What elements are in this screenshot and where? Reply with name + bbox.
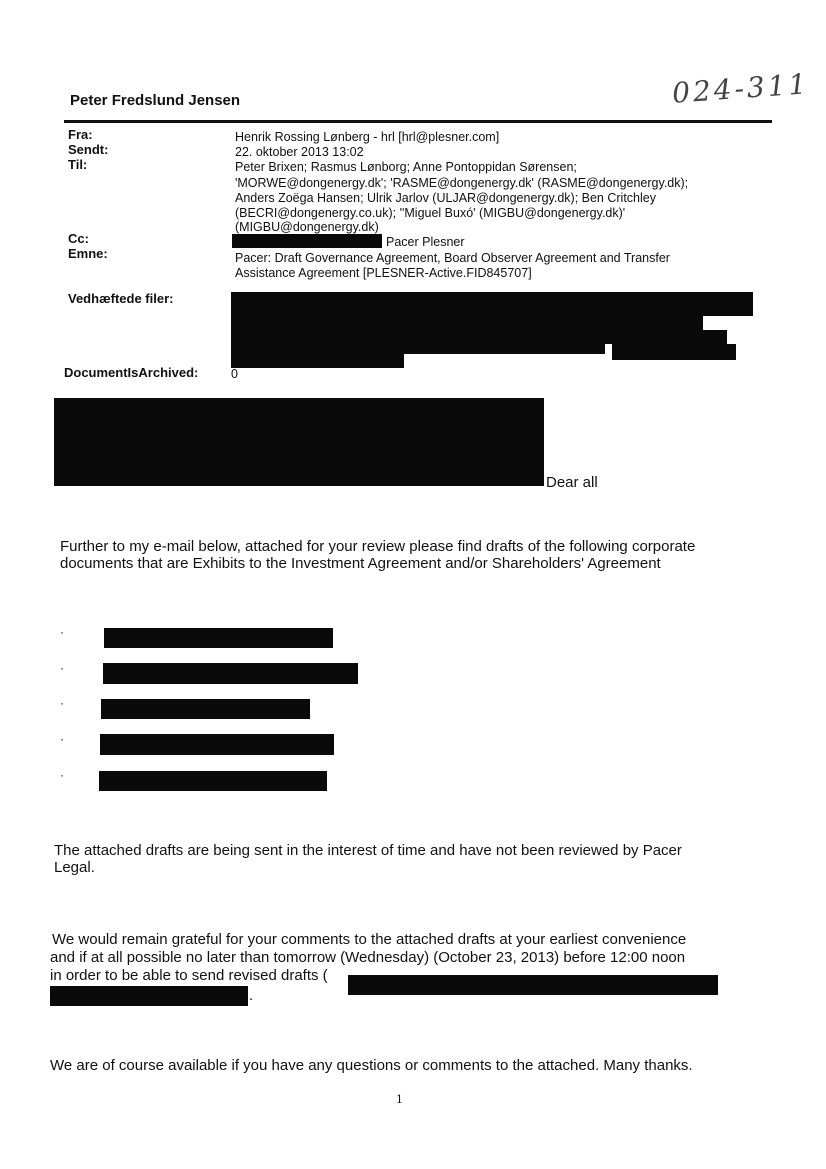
para2-line-1: The attached drafts are being sent in the interest of time and have not been reviewed by Pacer — [54, 842, 682, 859]
attachments-redaction — [231, 316, 703, 330]
bullet-marker: · — [60, 732, 64, 746]
para2-line-2: Legal. — [54, 859, 95, 876]
mailbox-owner-name: Peter Fredslund Jensen — [70, 92, 241, 109]
bullet-item-redaction — [103, 663, 358, 684]
para1-line-2: documents that are Exhibits to the Investment Agreement and/or Shareholders' Agreement — [60, 555, 661, 572]
cc-value: Pacer Plesner — [386, 235, 465, 249]
para4: We are of course available if you have any questions or comments to the attached. Many thanks. — [50, 1057, 693, 1074]
bullet-marker: · — [60, 661, 64, 675]
to-line-4: (BECRI@dongenergy.co.uk); ''Miguel Buxó' (MIGBU@dongenergy.dk)' — [235, 206, 626, 220]
para3-end: . — [249, 987, 254, 1004]
subject-line-1: Pacer: Draft Governance Agreement, Board Observer Agreement and Transfer — [235, 251, 670, 265]
to-line-1: Peter Brixen; Rasmus Lønborg; Anne Pontoppidan Sørensen; — [235, 160, 577, 174]
archived-value: 0 — [231, 367, 238, 381]
to-line-3: Anders Zoëga Hansen; Ulrik Jarlov (ULJAR@dongenergy.dk); Ben Critchley — [235, 191, 656, 205]
bullet-marker: · — [60, 768, 64, 782]
para3-redaction — [50, 986, 248, 1006]
sent-value: 22. oktober 2013 13:02 — [235, 145, 364, 159]
page-number: 1 — [396, 1093, 403, 1106]
subject-line-2: Assistance Agreement [PLESNER-Active.FID845707] — [235, 266, 532, 280]
para3-line-2: and if at all possible no later than tomorrow (Wednesday) (October 23, 2013) before 12:00 noon — [50, 949, 686, 966]
sent-label: Sendt: — [68, 142, 109, 157]
body-redaction — [54, 398, 544, 486]
to-label: Til: — [68, 157, 88, 172]
attachments-redaction — [231, 354, 404, 368]
bullet-item-redaction — [100, 734, 334, 755]
bullet-marker: · — [60, 625, 64, 639]
to-line-2: 'MORWE@dongenergy.dk'; 'RASME@dongenergy.dk' (RASME@dongenergy.dk); — [235, 176, 689, 190]
para3-redaction — [348, 975, 718, 995]
archived-label: DocumentIsArchived: — [64, 365, 199, 380]
attachments-redaction — [231, 330, 727, 344]
attachments-label: Vedhæftede filer: — [68, 291, 174, 306]
bullet-item-redaction — [99, 771, 327, 791]
from-value: Henrik Rossing Lønberg - hrl [hrl@plesner.com] — [235, 130, 500, 144]
bullet-marker: · — [60, 696, 64, 710]
bullet-item-redaction — [104, 628, 333, 648]
header-divider — [64, 120, 772, 123]
handwritten-document-number: 024-311 — [671, 67, 811, 110]
bullet-item-redaction — [101, 699, 310, 719]
para3-line-3: in order to be able to send revised drafts ( — [50, 967, 328, 984]
greeting: Dear all — [546, 474, 598, 491]
cc-redaction — [232, 234, 382, 248]
para1-line-1: Further to my e-mail below, attached for your review please find drafts of the following corporate — [60, 538, 696, 555]
attachments-redaction — [231, 344, 605, 354]
from-label: Fra: — [68, 127, 93, 142]
subject-label: Emne: — [68, 246, 108, 261]
cc-label: Cc: — [68, 231, 89, 246]
to-line-5: (MIGBU@dongenergy.dk) — [235, 220, 379, 234]
para3-line-1: We would remain grateful for your comments to the attached drafts at your earliest convenience — [52, 931, 687, 948]
attachments-redaction — [612, 344, 736, 360]
attachments-redaction — [231, 292, 753, 316]
